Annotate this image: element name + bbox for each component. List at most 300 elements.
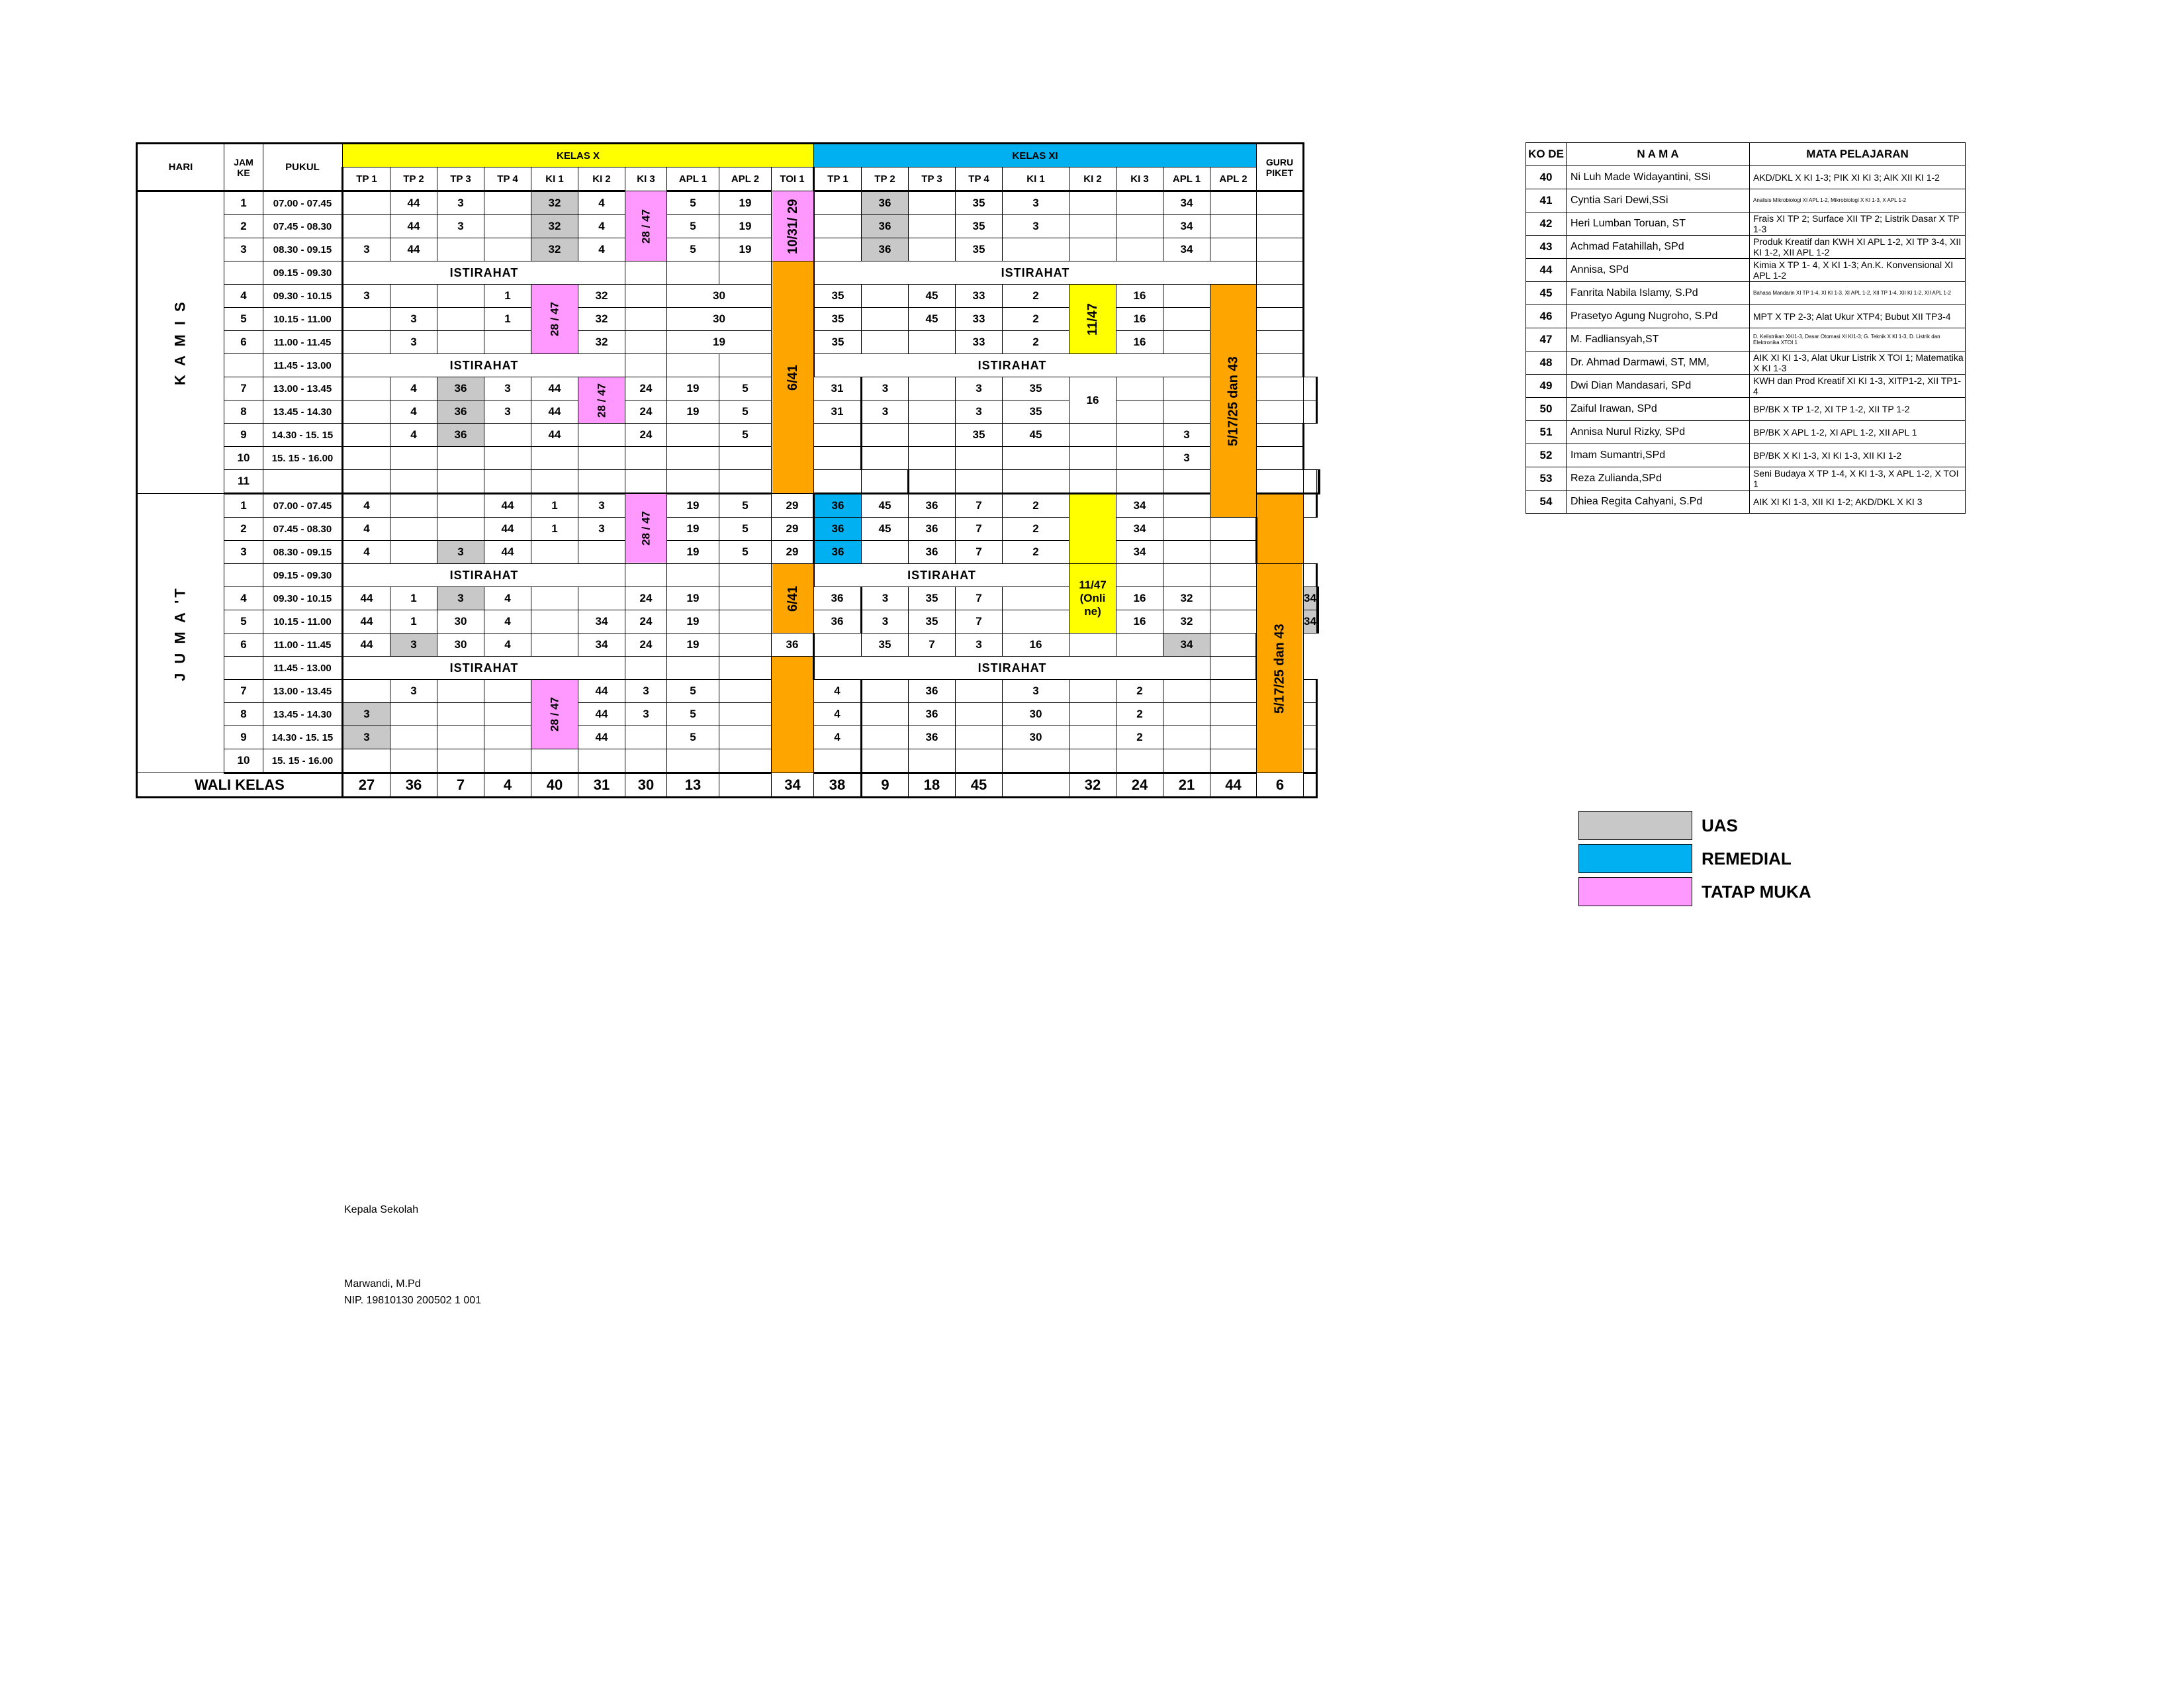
cell [625,354,667,377]
cell-guru-piket [1257,331,1304,354]
cell [956,749,1003,773]
cell-guru-piket [1257,285,1304,308]
cell: 3 [956,377,1003,400]
cell [1163,470,1210,494]
cell [1163,749,1210,773]
cell: 34 [1116,541,1163,564]
wali-cell: 30 [625,773,667,798]
col-xi-tp4: TP 4 [956,167,1003,191]
jam-ke: 5 [224,610,263,633]
cell [1163,377,1210,400]
teacher-mapel: KWH dan Prod Kreatif XI KI 1-3, XITP1-2, XII TP1-4 [1750,375,1966,398]
cell [1163,494,1210,518]
teacher-nama: Dr. Ahmad Darmawi, ST, MM, [1567,352,1750,375]
cell: 5 [667,238,719,261]
table-row [137,377,1320,400]
cell [1163,564,1210,587]
cell: 24 [625,633,667,657]
table-row-istirahat [137,354,1320,377]
cell: 29 [772,494,814,518]
teacher-nama: Dhiea Regita Cahyani, S.Pd [1567,491,1750,514]
cell: 3 [343,726,390,749]
jam-ke: 1 [224,494,263,518]
istirahat-xi: ISTIRAHAT [814,564,1069,587]
cell: 34 [1304,587,1317,610]
cell: 3 [1163,447,1210,470]
cell [862,726,909,749]
cell: 3 [1003,191,1069,215]
cell: 3 [343,238,390,261]
wali-cell: 4 [484,773,531,798]
cell: 3 [625,703,667,726]
table-row [137,494,1320,518]
teacher-header-row [1526,143,1966,166]
cell [667,424,719,447]
cell: 19 [719,215,772,238]
cell [578,447,625,470]
cell [343,749,390,773]
teacher-kode: 44 [1526,259,1567,282]
jam-ke: 1 [224,191,263,215]
teacher-nama: Dwi Dian Mandasari, SPd [1567,375,1750,398]
cell: 44 [484,518,531,541]
istirahat-x: ISTIRAHAT [343,564,625,587]
cell: 44 [484,541,531,564]
cell: 5 [667,703,719,726]
cell [1003,610,1069,633]
cell: 4 [814,703,862,726]
cell [719,680,772,703]
cell [667,447,719,470]
cell [1069,633,1116,657]
jam-ke: 4 [224,587,263,610]
pukul: 11.00 - 11.45 [263,331,343,354]
cell [1163,680,1210,703]
cell [719,447,772,470]
cell: 44 [578,726,625,749]
cell: 3 [1163,424,1210,447]
wali-cell: 6 [1257,773,1304,798]
wali-cell-toi: 38 [814,773,862,798]
cell: 36 [814,494,862,518]
wali-cell: 36 [390,773,437,798]
cell [667,657,719,680]
col-x-ki1: KI 1 [531,167,578,191]
istirahat-x: ISTIRAHAT [343,657,625,680]
cell [625,564,667,587]
header-nama: N A M A [1567,143,1750,166]
cell [862,470,909,494]
cell: 35 [814,308,862,331]
cell-guru-piket [1257,308,1304,331]
col-xi-apl2: APL 2 [1210,167,1257,191]
cell: 3 [956,400,1003,424]
cell: 3 [625,680,667,703]
cell-guru-piket [1304,726,1317,749]
cell [1210,703,1257,726]
cell [1210,680,1257,703]
cell: 7 [956,610,1003,633]
table-row [137,447,1320,470]
pukul: 13.45 - 14.30 [263,703,343,726]
cell: 45 [862,494,909,518]
cell: 36 [909,680,956,703]
cell: 36 [437,424,484,447]
cell [531,749,578,773]
table-row [137,285,1320,308]
cell: 4 [578,238,625,261]
wali-cell: 34 [772,773,814,798]
legend-label-tatap-muka: TATAP MUKA [1702,881,1811,902]
cell: 31 [814,377,862,400]
pukul: 10.15 - 11.00 [263,610,343,633]
teacher-nama: Imam Sumantri,SPd [1567,444,1750,467]
cell-merged-ki1: 28 / 47 [531,285,578,354]
cell: 3 [437,541,484,564]
legend-item-tatap-muka [1578,877,1811,906]
cell [343,308,390,331]
col-xi-tp2: TP 2 [862,167,909,191]
cell: 4 [390,424,437,447]
cell: 36 [814,587,862,610]
cell [531,633,578,657]
cell: 30 [437,633,484,657]
cell: 2 [1003,308,1069,331]
cell: 5 [667,680,719,703]
cell [1069,191,1116,215]
table-row-istirahat [137,657,1320,680]
cell [1163,726,1210,749]
cell: 3 [484,400,531,424]
cell: 36 [814,610,862,633]
istirahat-xi: ISTIRAHAT [814,354,1210,377]
jam-ke [224,261,263,285]
cell [667,470,719,494]
pukul: 07.00 - 07.45 [263,191,343,215]
teacher-mapel: BP/BK X KI 1-3, XI KI 1-3, XII KI 1-2 [1750,444,1966,467]
cell-guru-piket [1257,354,1304,377]
cell [862,308,909,331]
istirahat-xi: ISTIRAHAT [814,261,1257,285]
wali-kelas-row [137,773,1320,798]
pukul: 09.15 - 09.30 [263,261,343,285]
cell: 3 [956,633,1003,657]
pukul: 13.00 - 13.45 [263,377,343,400]
cell: 5 [719,377,772,400]
jam-ke [224,354,263,377]
cell: 3 [343,285,390,308]
table-row [137,191,1320,215]
cell [814,470,862,494]
cell: 36 [814,518,862,541]
cell [719,354,772,377]
cell [1069,470,1116,494]
cell: 5 [667,726,719,749]
cell: 44 [390,215,437,238]
cell: 3 [862,377,909,400]
teacher-row [1526,491,1966,514]
cell: 34 [1163,191,1210,215]
cell: 24 [625,377,667,400]
table-row [137,331,1320,354]
cell [909,191,956,215]
cell [1116,749,1163,773]
teacher-row [1526,375,1966,398]
table-row [137,215,1320,238]
jam-ke: 6 [224,633,263,657]
cell [1116,447,1163,470]
pukul: 08.30 - 09.15 [263,238,343,261]
cell [437,749,484,773]
cell: 36 [862,191,909,215]
cell [625,447,667,470]
pukul: 11.00 - 11.45 [263,633,343,657]
cell: 4 [814,726,862,749]
table-row [137,587,1320,610]
jam-ke: 7 [224,680,263,703]
cell: 30 [667,308,772,331]
cell: 19 [667,541,719,564]
teacher-kode: 54 [1526,491,1567,514]
cell: 33 [956,308,1003,331]
header-kelas-xi: KELAS XI [814,144,1257,167]
cell: 2 [1003,494,1069,518]
cell [1257,400,1304,424]
cell [1003,447,1069,470]
teacher-nama: Heri Lumban Toruan, ST [1567,212,1750,236]
cell: 36 [909,703,956,726]
col-x-tp3: TP 3 [437,167,484,191]
cell: 35 [862,633,909,657]
cell-merged-xi-ki2: 11/47 [1069,285,1116,354]
cell [1069,703,1116,726]
cell [625,657,667,680]
cell: 36 [814,541,862,564]
pukul: 11.45 - 13.00 [263,657,343,680]
cell [390,447,437,470]
col-x-tp4: TP 4 [484,167,531,191]
cell-merged-xi-apl2: 5/17/25 dan 43 [1210,285,1257,518]
cell [1069,215,1116,238]
cell: 45 [862,518,909,541]
cell [1003,238,1069,261]
cell [625,749,667,773]
pukul: 13.45 - 14.30 [263,400,343,424]
cell [956,726,1003,749]
cell: 4 [390,377,437,400]
teacher-nama: Ni Luh Made Widayantini, SSi [1567,166,1750,189]
cell-merged-xi-ki2-jumat2: 11/47 (Onli ne) [1069,564,1116,633]
cell [719,587,772,610]
cell: 34 [578,633,625,657]
legend-label-uas: UAS [1702,815,1738,835]
cell [531,587,578,610]
cell: 16 [1116,587,1163,610]
wali-cell: 18 [909,773,956,798]
cell-guru-piket [1304,377,1317,400]
cell: 29 [772,518,814,541]
cell [814,424,862,447]
cell: 1 [390,610,437,633]
cell [437,238,484,261]
cell: 2 [1003,285,1069,308]
cell-merged-apl2-x-jumat2 [772,657,814,773]
teacher-kode: 53 [1526,467,1567,491]
teacher-nama: Cyntia Sari Dewi,SSi [1567,189,1750,212]
cell [909,447,956,470]
teacher-row [1526,467,1966,491]
wali-cell: 31 [578,773,625,798]
cell [667,261,719,285]
cell: 36 [909,726,956,749]
cell: 4 [484,587,531,610]
cell [390,703,437,726]
cell: 34 [1116,494,1163,518]
day-label-jumat: J U M A 'T [137,494,224,773]
cell [909,400,956,424]
cell: 36 [909,494,956,518]
cell: 44 [343,587,390,610]
cell: 36 [437,377,484,400]
table-row [137,541,1320,564]
cell: 1 [531,518,578,541]
teacher-kode: 47 [1526,328,1567,352]
cell [1163,541,1210,564]
cell: 30 [1003,703,1069,726]
teacher-row [1526,444,1966,467]
jam-ke: 11 [224,470,263,494]
cell-guru-piket [1257,215,1304,238]
col-x-tp1: TP 1 [343,167,390,191]
cell: 19 [667,518,719,541]
cell [814,749,862,773]
cell [531,447,578,470]
cell: 16 [1003,633,1069,657]
teacher-mapel: Bahasa Mandarin XI TP 1-4, XI KI 1-3, XI APL 1-2, XII TP 1-4, XII KI 1-2, XII APL 1-2 [1750,282,1966,305]
col-xi-tp3: TP 3 [909,167,956,191]
teacher-kode: 42 [1526,212,1567,236]
jam-ke: 9 [224,726,263,749]
cell: 35 [909,587,956,610]
cell [390,726,437,749]
cell-guru-piket [1304,680,1317,703]
wali-cell: 7 [437,773,484,798]
cell [814,191,862,215]
cell: 4 [814,680,862,703]
cell: 3 [437,215,484,238]
cell: 19 [667,377,719,400]
cell [719,633,772,657]
legend-label-remedial: REMEDIAL [1702,848,1792,868]
cell: 44 [578,680,625,703]
teacher-kode: 52 [1526,444,1567,467]
cell [625,308,667,331]
cell: 4 [343,494,390,518]
cell [862,541,909,564]
cell [1210,749,1257,773]
jam-ke: 6 [224,331,263,354]
teacher-mapel: Frais XI TP 2; Surface XII TP 2; Listrik Dasar X TP 1-3 [1750,212,1966,236]
cell [909,215,956,238]
cell [437,470,484,494]
cell [1210,610,1257,633]
table-row [137,238,1320,261]
signature-block [344,1201,481,1309]
cell: 3 [343,703,390,726]
wali-cell: 40 [531,773,578,798]
header-kode: KO DE [1526,143,1567,166]
cell: 44 [390,238,437,261]
cell [484,680,531,703]
teacher-row [1526,189,1966,212]
teacher-mapel: MPT X TP 2-3; Alat Ukur XTP4; Bubut XII TP3-4 [1750,305,1966,328]
cell-merged-apl2-x: 6/41 [772,261,814,494]
cell: 3 [1003,680,1069,703]
cell [1163,308,1210,331]
teacher-kode: 48 [1526,352,1567,375]
cell [578,424,625,447]
cell: 2 [1116,726,1163,749]
cell: 34 [1163,215,1210,238]
wali-cell: 32 [1069,773,1116,798]
teacher-kode: 49 [1526,375,1567,398]
cell: 35 [956,191,1003,215]
cell: 32 [1163,610,1210,633]
cell [484,424,531,447]
cell: 3 [390,680,437,703]
cell [719,610,772,633]
cell [1163,285,1210,308]
cell: 3 [862,610,909,633]
cell [484,238,531,261]
cell: 36 [909,541,956,564]
cell [814,447,862,470]
cell: 44 [531,400,578,424]
cell [667,354,719,377]
table-row [137,749,1320,773]
table-row [137,470,1320,494]
cell: 4 [343,518,390,541]
cell: 33 [956,285,1003,308]
cell-guru-piket [1304,749,1317,773]
cell [814,238,862,261]
schedule-table [136,142,1320,798]
day-label-kamis: K A M I S [137,191,224,494]
cell [719,703,772,726]
cell [909,424,956,447]
cell-guru-piket [1257,261,1304,285]
cell-merged-ki3: 28 / 47 [625,191,667,261]
cell: 36 [862,238,909,261]
wali-kelas-label: WALI KELAS [137,773,343,798]
legend-swatch-uas [1578,811,1692,840]
cell [1069,680,1116,703]
teacher-mapel: Kimia X TP 1- 4, X KI 1-3; An.K. Konvensional XI APL 1-2 [1750,259,1966,282]
header-hari: HARI [137,144,224,191]
legend-item-uas [1578,811,1811,840]
jam-ke: 10 [224,749,263,773]
cell [1163,703,1210,726]
cell [343,377,390,400]
cell-merged: 16 [1069,377,1116,424]
cell [390,541,437,564]
cell: 44 [390,191,437,215]
cell [625,285,667,308]
teacher-kode: 43 [1526,236,1567,259]
wali-cell: 13 [667,773,719,798]
kepala-sekolah-label: Kepala Sekolah [344,1204,419,1215]
teacher-kode: 51 [1526,421,1567,444]
